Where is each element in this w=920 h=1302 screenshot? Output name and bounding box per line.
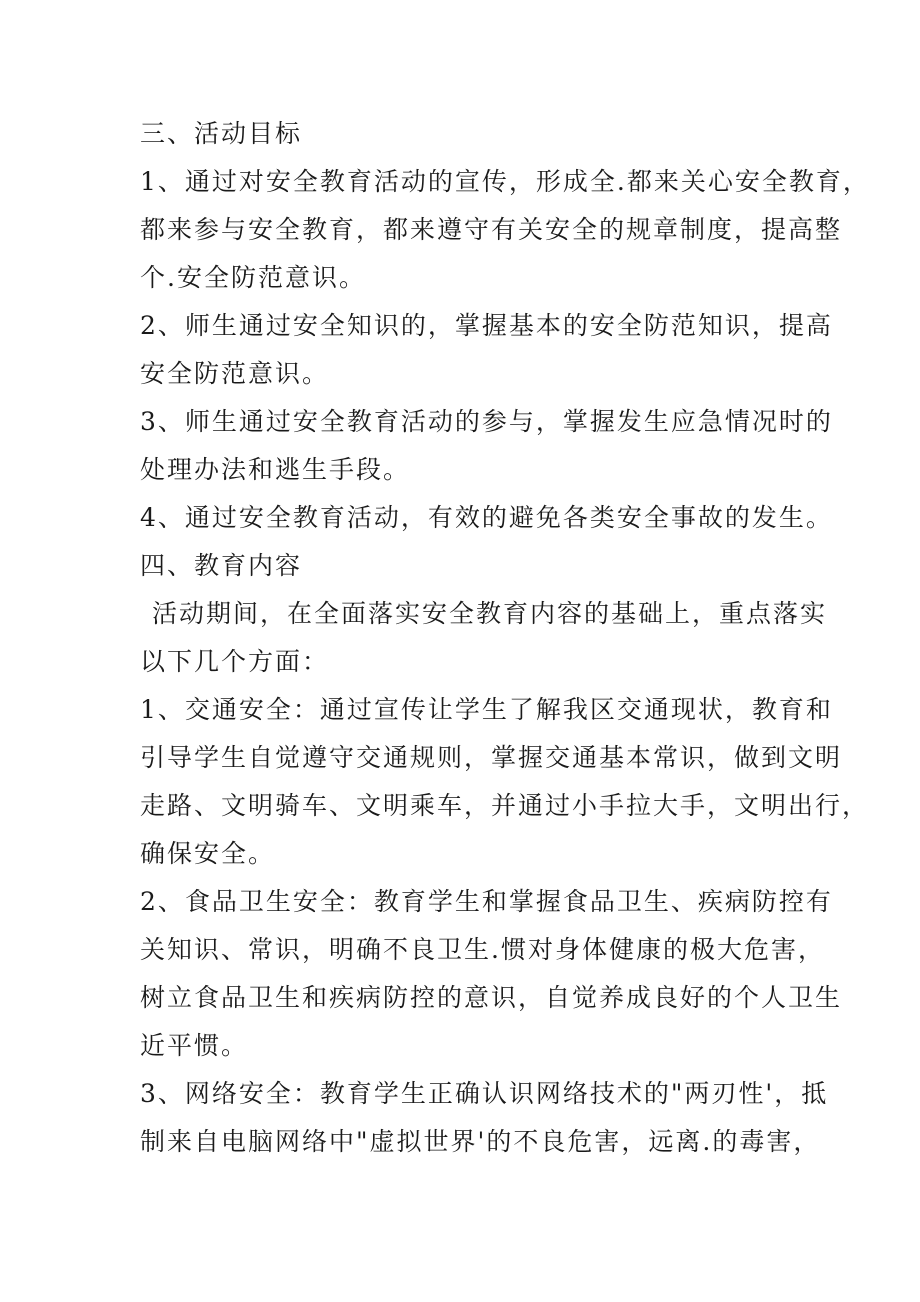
paragraph-line: 制来自电脑网络中"虚拟世界'的不良危害，远离.的毒害， [140,1127,821,1156]
paragraph-line: 2、食品卫生安全：教育学生和掌握食品卫生、疾病防控有 [140,887,833,916]
paragraph-line: 以下几个方面： [140,647,330,676]
paragraph-line: 1、交通安全：通过宣传让学生了解我区交通现状，教育和 [140,695,833,724]
paragraph-line: 都来参与安全教育，都来遵守有关安全的规章制度，提高整 [140,215,843,244]
paragraph-line: 走路、文明骑车、文明乘车，并通过小手拉大手，文明出行， [140,791,870,820]
paragraph-line: 3、网络安全：教育学生正确认识网络技术的"两刃性'，抵 [140,1079,829,1108]
paragraph-line: 个.安全防范意识。 [140,263,366,292]
paragraph-line: 2、师生通过安全知识的，掌握基本的安全防范知识，提高 [140,311,833,340]
paragraph-line: 活动期间，在全面落实安全教育内容的基础上，重点落实 [152,599,828,628]
section-heading-goals: 三、活动目标 [140,119,303,148]
document-body [140,110,870,1166]
paragraph-line: 确保安全。 [140,839,276,868]
paragraph-line: 安全防范意识。 [140,359,330,388]
paragraph-line: 关知识、常识，明确不良卫生.惯对身体健康的极大危害， [140,935,825,964]
section-heading-content: 四、教育内容 [140,551,303,580]
paragraph-line: 引导学生自觉遵守交通规则，掌握交通基本常识，做到文明 [140,743,843,772]
paragraph-line: 近平惯。 [140,1031,249,1060]
paragraph-line: 4、通过安全教育活动，有效的避免各类安全事故的发生。 [140,503,833,532]
paragraph-line: 3、师生通过安全教育活动的参与，掌握发生应急情况时的 [140,407,833,436]
paragraph-line: 1、通过对安全教育活动的宣传，形成全.都来关心安全教育， [140,167,870,196]
paragraph-line: 处理办法和逃生手段。 [140,455,411,484]
paragraph-line: 树立食品卫生和疾病防控的意识，自觉养成良好的个人卫生 [140,983,843,1012]
